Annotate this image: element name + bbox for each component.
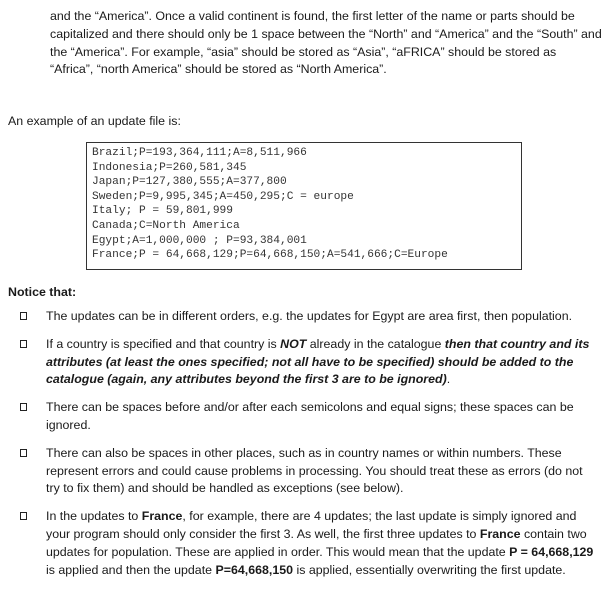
notice-list [0,308,610,589]
list-item [0,508,598,579]
code-line: Japan;P=127,380,555;A=377,800 [92,176,287,189]
bullet-text: There can also be spaces in other places, such as in country names or within numbers. These represent errors and could cause problems in processing. You should treat these as errors (do not try to fix them) and should be handled as exceptions (see below). [46,445,583,496]
example-heading: An example of an update file is: [8,114,181,128]
code-block [87,143,521,263]
bullet-text: The updates can be in different orders, e.g. the updates for Egypt are area first, then population. [46,309,573,323]
bullet-text: There can be spaces before and/or after each semicolons and equal signs; these spaces can be ignored. [46,400,574,432]
list-item [0,399,598,435]
square-bullet-icon [20,312,27,320]
square-bullet-icon [20,403,27,411]
list-item [0,336,598,389]
intro-paragraph: and the “America”. Once a valid continent is found, the first letter of the name or parts should be capitalized and there should only be 1 space between the “North” and “America” and the “South” and the “America”. For example, “asia” should be stored as “Asia”, “aFRICA” should be stored as “Africa”, “north America” should be stored as “North America”. [50,9,602,77]
bold-text: P=64,668,150 [215,562,293,577]
bullet-text: contain two updates for population. These are applied in order. This would mean that the update [46,526,587,559]
code-line: Sweden;P=9,995,345;A=450,295;C = europe [92,190,354,203]
notice-heading: Notice that: [8,285,77,299]
bullet-text: is applied and then the update [46,562,216,577]
code-line: Egypt;A=1,000,000 ; P=93,384,001 [92,234,307,247]
bullet-text: . [446,372,451,387]
bullet-text: In the updates to [46,509,142,524]
code-line: Italy; P = 59,801,999 [92,205,233,218]
bullet-text: is applied, essentially overwriting the first update. [293,562,566,577]
update-file-example [86,142,522,270]
bullet-text: If a country is specified and that country is [46,336,281,351]
bullet-text: already in the catalogue [306,336,445,351]
square-bullet-icon [20,512,27,520]
code-line: Indonesia;P=260,581,345 [92,161,247,174]
square-bullet-icon [20,449,27,457]
bullet-text: , for example, there are 4 updates; the last update is simply ignored and your program should only consider the first 3. As well, the first three updates to [46,509,577,541]
code-line: Brazil;P=193,364,111;A=8,511,966 [92,147,307,159]
emphasis-text: then that country and its attributes (at least the ones specified; not all have to be specified) should be added to the catalogue (again, any attributes beyond the first 3 are to be ignored) [46,336,590,387]
bold-text: France [479,526,521,541]
emphasis-text: NOT [280,336,307,351]
list-item [0,445,598,498]
square-bullet-icon [20,340,27,348]
bold-text: France [141,509,183,524]
code-line: France;P = 64,668,129;P=64,668,150;A=541,666;C=Europe [92,249,448,262]
bold-text: P = 64,668,129 [509,544,594,559]
code-line: Canada;C=North America [92,219,240,232]
list-item [0,308,598,326]
